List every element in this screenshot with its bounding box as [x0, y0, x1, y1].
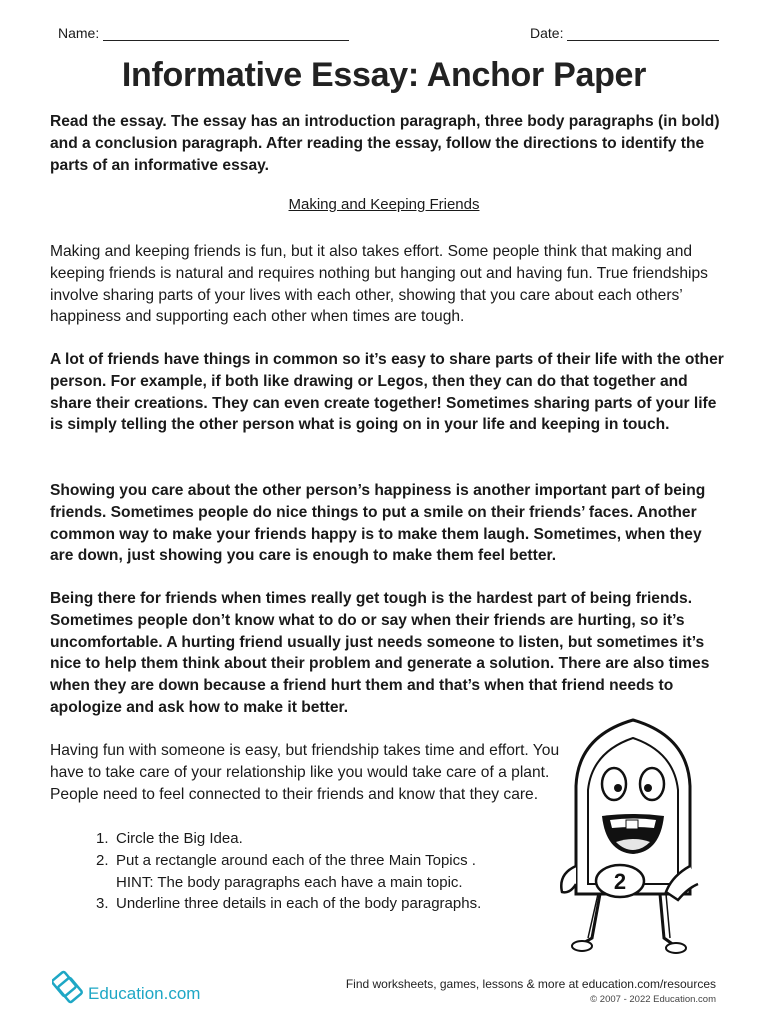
body-paragraph-3: Being there for friends when times really get tough is the hardest part of being friends. Sometimes people don’t know what to do or say when their friends are hurting, so it’s uncomfortable. A hurting friend usually just needs someone to listen, but sometimes it’s nice to help them think about their problem and generate a solution. There are also times when they are down because a friend hurt them and that’s when that friend needs to apologize and ask how to make it better.: [50, 590, 710, 716]
name-line: [103, 24, 349, 41]
education-logo-icon: [52, 968, 86, 1004]
conclusion-paragraph: Having fun with someone is easy, but friendship takes time and effort. You have to take care of your relationship like you would take care of a plant. People need to feel connected to their friends and know that they care.: [50, 742, 560, 803]
date-line: [567, 24, 719, 41]
mascot-badge-number: 2: [613, 869, 627, 894]
footer-text: [346, 976, 716, 1008]
direction-item: 2. Put a rectangle around each of the three Main Topics . HINT: The body paragraphs each have a main topic.: [96, 850, 556, 894]
page-title: Informative Essay: Anchor Paper: [121, 56, 647, 94]
education-logo[interactable]: [52, 968, 200, 1004]
date-field[interactable]: [530, 24, 719, 41]
name-field[interactable]: [58, 24, 349, 41]
introduction-paragraph: Making and keeping friends is fun, but it also takes effort. Some people think that making and keeping friends is natural and requires nothing but hanging out and having fun. True friendships involve sharing parts of your lives with each other, showing that you care about each others’ happiness and supporting each other when times are tough.: [50, 243, 708, 326]
name-label: Name:: [58, 25, 100, 41]
direction-item: 3. Underline three details in each of the body paragraphs.: [96, 895, 482, 913]
header-fields: [58, 24, 720, 46]
essay-title: Making and Keeping Friends: [288, 196, 480, 213]
body-paragraph-1: A lot of friends have things in common so it’s easy to share parts of their life with the other person. For example, if both like drawing or Legos, then they can do that together and share their creations. They can even create together! Sometimes sharing parts of your life is simply telling the other person what is going on in your life and keeping in touch.: [50, 351, 724, 434]
footer-tagline[interactable]: Find worksheets, games, lessons & more at education.com/resources: [345, 977, 716, 991]
logo-text: Education.com: [88, 984, 201, 1003]
direction-hint: HINT: The body paragraphs each have a main topic.: [116, 873, 463, 891]
date-label: Date:: [530, 25, 564, 41]
directions-list: [96, 828, 556, 915]
instructions: Read the essay. The essay has an introduction paragraph, three body paragraphs (in bold) and a conclusion paragraph. After reading the essay, follow the directions to identify the parts of an informative essay.: [50, 113, 720, 174]
direction-item: 1. Circle the Big Idea.: [96, 830, 243, 847]
footer-copyright: © 2007 - 2022 Education.com: [590, 994, 716, 1005]
body-paragraph-2: Showing you care about the other person’s happiness is another important part of being friends. Sometimes people do nice things to put a smile on their friends’ faces. Another common way to make your friends happy is to make them laugh. Sometimes, when they are down, just showing you care is enough to make them feel better.: [50, 482, 706, 565]
number-two-mascot-icon: [548, 716, 718, 956]
